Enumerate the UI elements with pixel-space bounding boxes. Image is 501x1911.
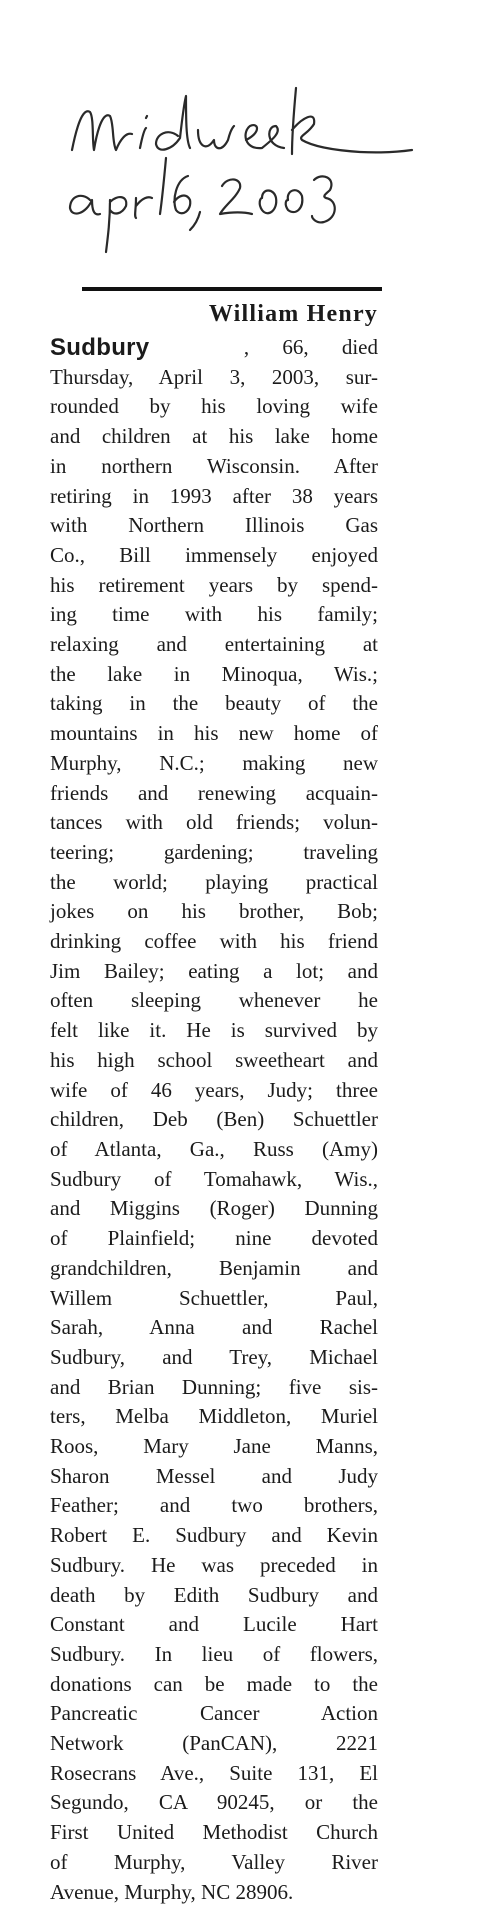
obituary-first-line-rest: , 66, died [243,335,378,359]
obituary-line: with Northern Illinois Gas [50,513,378,538]
obituary-line: and Miggins (Roger) Dunning [50,1196,378,1221]
obituary-line: death by Edith Sudbury and [50,1582,378,1607]
obituary-line: felt like it. He is survived by [50,1018,378,1043]
obituary-line: Constant and Lucile Hart [50,1612,378,1637]
obituary-line: Segundo, CA 90245, or the [50,1790,378,1815]
obituary-clipping [50,295,378,1907]
obituary-line: jokes on his brother, Bob; [50,899,378,924]
obituary-line: Sharon Messel and Judy [50,1463,378,1488]
obituary-line: Sudbury, and Trey, Michael [50,1344,378,1369]
obituary-line: of Murphy, Valley River [50,1849,378,1874]
obituary-headline: William Henry [208,301,378,327]
obituary-line: mountains in his new home of [50,721,378,746]
obituary-line: his retirement years by spend- [50,572,378,597]
handwriting-text-line1: Midweek [72,139,125,153]
obituary-line: donations can be made to the [50,1671,378,1696]
obituary-line: his high school sweetheart and [50,1047,378,1072]
obituary-line: Feather; and two brothers, [50,1493,378,1518]
obituary-line: in northern Wisconsin. After [50,453,378,478]
obituary-line: Co., Bill immensely enjoyed [50,542,378,567]
obituary-line: Avenue, Murphy, NC 28906. [50,1879,294,1904]
obituary-line: often sleeping whenever he [50,988,378,1013]
obituary-line: First United Methodist Church [50,1820,378,1845]
obituary-line: relaxing and entertaining at [50,632,378,657]
obituary-line: and Brian Dunning; five sis- [50,1374,378,1399]
obituary-line: Thursday, April 3, 2003, sur- [50,364,378,389]
handwriting-text-line2: Apr 16, 2003 [72,209,151,223]
obituary-line: of Plainfield; nine devoted [50,1226,378,1251]
obituary-line: wife of 46 years, Judy; three [50,1077,378,1102]
handwritten-annotation [0,0,501,270]
obituary-line: Murphy, N.C.; making new [50,750,378,775]
obituary-body [50,363,378,1908]
obituary-line: teering; gardening; traveling [50,839,378,864]
obituary-line: children, Deb (Ben) Schuettler [50,1107,378,1132]
obituary-line: Roos, Mary Jane Manns, [50,1434,378,1459]
obituary-line: retiring in 1993 after 38 years [50,483,378,508]
obituary-line: the world; playing practical [50,869,378,894]
obituary-line: Sudbury. He was preceded in [50,1552,378,1577]
obituary-first-line [50,333,378,363]
obituary-line: rounded by his loving wife [50,394,378,419]
obituary-line: grandchildren, Benjamin and [50,1255,378,1280]
column-top-rule [82,287,382,291]
obituary-surname: Sudbury [50,334,150,361]
obituary-line: Rosecrans Ave., Suite 131, El [50,1760,378,1785]
obituary-line: Sudbury of Tomahawk, Wis., [50,1166,378,1191]
obituary-line: and children at his lake home [50,424,378,449]
obituary-line: Sarah, Anna and Rachel [50,1315,378,1340]
obituary-line: Pancreatic Cancer Action [50,1701,378,1726]
obituary-line: drinking coffee with his friend [50,929,378,954]
obituary-line: Robert E. Sudbury and Kevin [50,1523,378,1548]
obituary-line: Sudbury. In lieu of flowers, [50,1641,378,1666]
obituary-line: ters, Melba Middleton, Muriel [50,1404,378,1429]
obituary-line: ing time with his family; [50,602,378,627]
obituary-line: friends and renewing acquain- [50,780,378,805]
obituary-line: taking in the beauty of the [50,691,378,716]
obituary-line: Jim Bailey; eating a lot; and [50,958,378,983]
obituary-line: Willem Schuettler, Paul, [50,1285,378,1310]
obituary-line: of Atlanta, Ga., Russ (Amy) [50,1136,378,1161]
obituary-line: the lake in Minoqua, Wis.; [50,661,378,686]
handwritten-date [70,158,335,252]
obituary-line: tances with old friends; volun- [50,810,378,835]
obituary-line: Network (PanCAN), 2221 [50,1731,378,1756]
